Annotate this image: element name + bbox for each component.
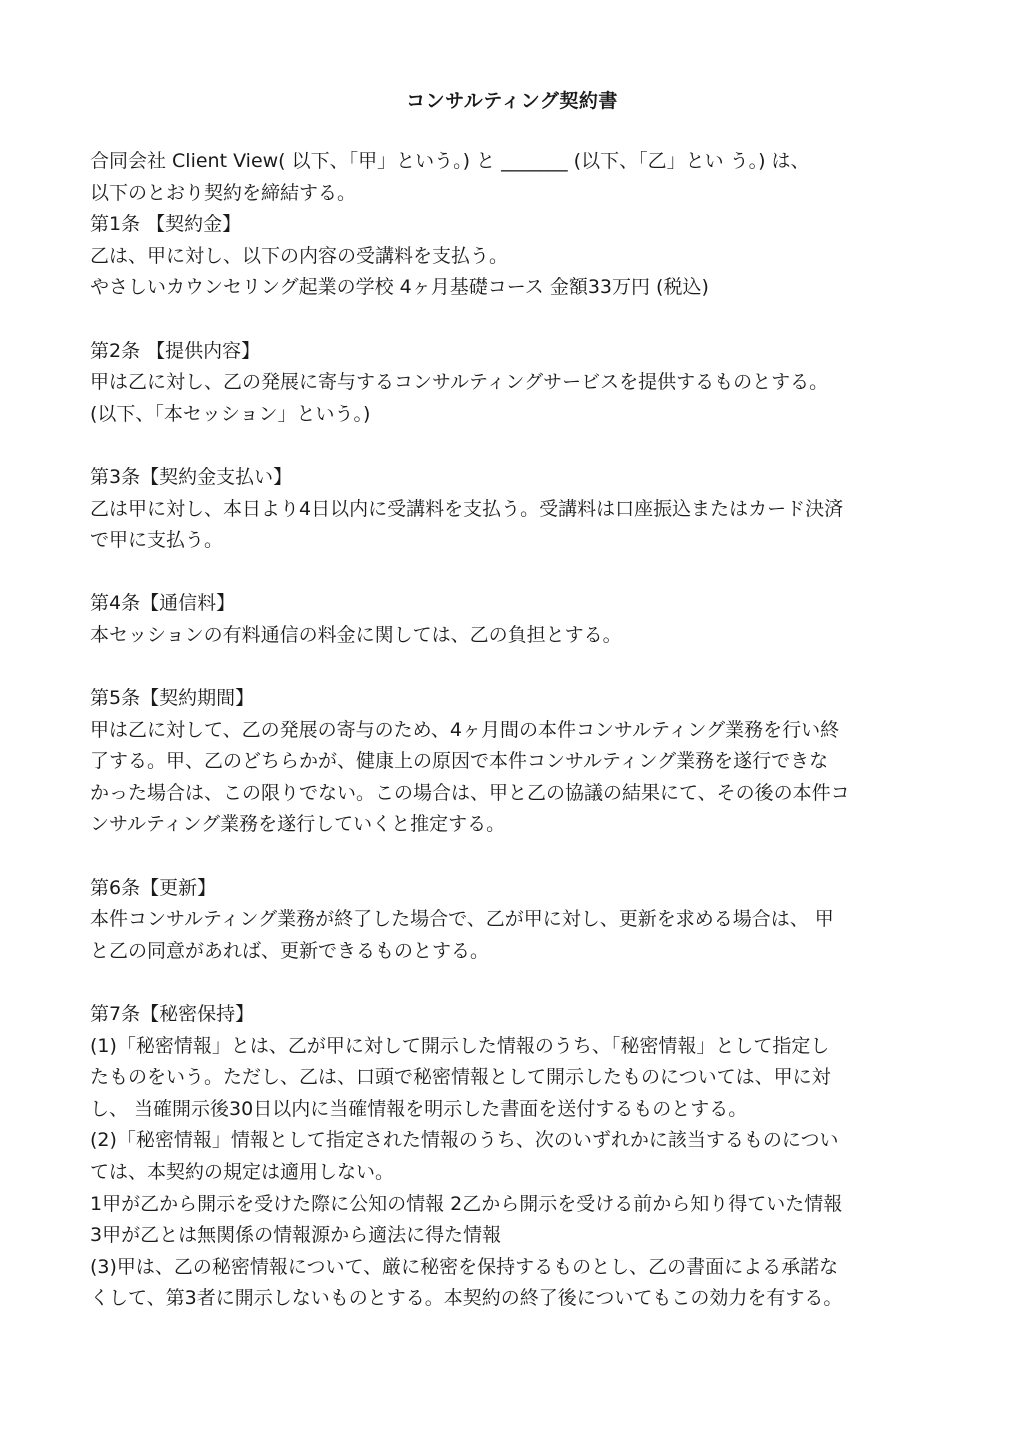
article-heading: 第6条【更新】 (90, 876, 217, 899)
article-heading: 第1条 【契約金】 (90, 213, 242, 236)
article-heading: 第2条 【提供内容】 (90, 339, 261, 362)
article-line: 本セッションの有料通信の料金に関しては、乙の負担とする。 (90, 623, 622, 646)
spacer (90, 841, 950, 873)
spacer (90, 557, 950, 589)
article-line: ては、本契約の規定は適用しない。 (90, 1161, 395, 1183)
article-line: 了する。甲、乙のどちらかが、健康上の原因で本件コンサルティング業務を遂行できな (90, 750, 829, 773)
spacer (90, 304, 950, 336)
article-line: と乙の同意があれば、更新できるものとする。 (90, 939, 490, 962)
spacer (90, 967, 950, 999)
article-line: (1)「秘密情報」とは、乙が甲に対して開示した情報のうち、「秘密情報」として指定し (90, 1034, 830, 1057)
article-line: やさしいカウンセリング起業の学校 4ヶ月基礎コース 金額33万円 (税込) (90, 276, 709, 299)
intro-line: 合同会社 Client View( 以下、「甲」という。) と _______ (以下、「乙」とい う。) は、 (90, 150, 810, 172)
article-line: 3甲が乙とは無関係の情報源から適法に得た情報 (90, 1224, 502, 1247)
article-line: くして、第3者に開示しないものとする。本契約の終了後についてもこの効力を有する。 (90, 1287, 843, 1310)
article-heading: 第7条【秘密保持】 (90, 1003, 255, 1026)
article-line: (2)「秘密情報」情報として指定された情報のうち、次のいずれかに該当するものについ (90, 1129, 839, 1152)
spacer (90, 652, 950, 684)
article-line: 乙は、甲に対し、以下の内容の受講料を支払う。 (90, 244, 509, 267)
document-title: コンサルティング契約書 (406, 90, 618, 112)
article-line: で甲に支払う。 (90, 529, 224, 552)
intro-line: 以下のとおり契約を締結する。 (90, 181, 357, 204)
article-heading: 第5条【契約期間】 (90, 687, 255, 710)
spacer (90, 430, 950, 462)
article-line: たものをいう。ただし、乙は、口頭で秘密情報として開示したものについては、甲に対 (90, 1066, 831, 1089)
article-line: 本件コンサルティング業務が終了した場合で、乙が甲に対し、更新を求める場合は、 甲 (90, 908, 834, 931)
article-line: (以下、「本セッション」という。) (90, 402, 371, 425)
article-line: 甲は乙に対して、乙の発展の寄与のため、4ヶ月間の本件コンサルティング業務を行い終 (90, 718, 840, 741)
article-line: (3)甲は、乙の秘密情報について、厳に秘密を保持するものとし、乙の書面による承諾な (90, 1255, 839, 1278)
article-line: かった場合は、この限りでない。この場合は、甲と乙の協議の結果にて、その後の本件コ (90, 781, 850, 804)
article-line: 乙は甲に対し、本日より4日以内に受講料を支払う。受講料は口座振込またはカード決済 (90, 497, 844, 520)
article-line: 1甲が乙から開示を受けた際に公知の情報 2乙から開示を受ける前から知り得ていた情報 (90, 1192, 843, 1215)
document-body (90, 146, 950, 1315)
article-line: ンサルティング業務を遂行していくと推定する。 (90, 813, 506, 836)
article-heading: 第4条【通信料】 (90, 592, 236, 615)
article-line: し、 当確開示後30日以内に当確情報を明示した書面を送付するものとする。 (90, 1097, 748, 1120)
article-heading: 第3条【契約金支払い】 (90, 465, 293, 488)
article-line: 甲は乙に対し、乙の発展に寄与するコンサルティングサービスを提供するものとする。 (90, 371, 829, 394)
